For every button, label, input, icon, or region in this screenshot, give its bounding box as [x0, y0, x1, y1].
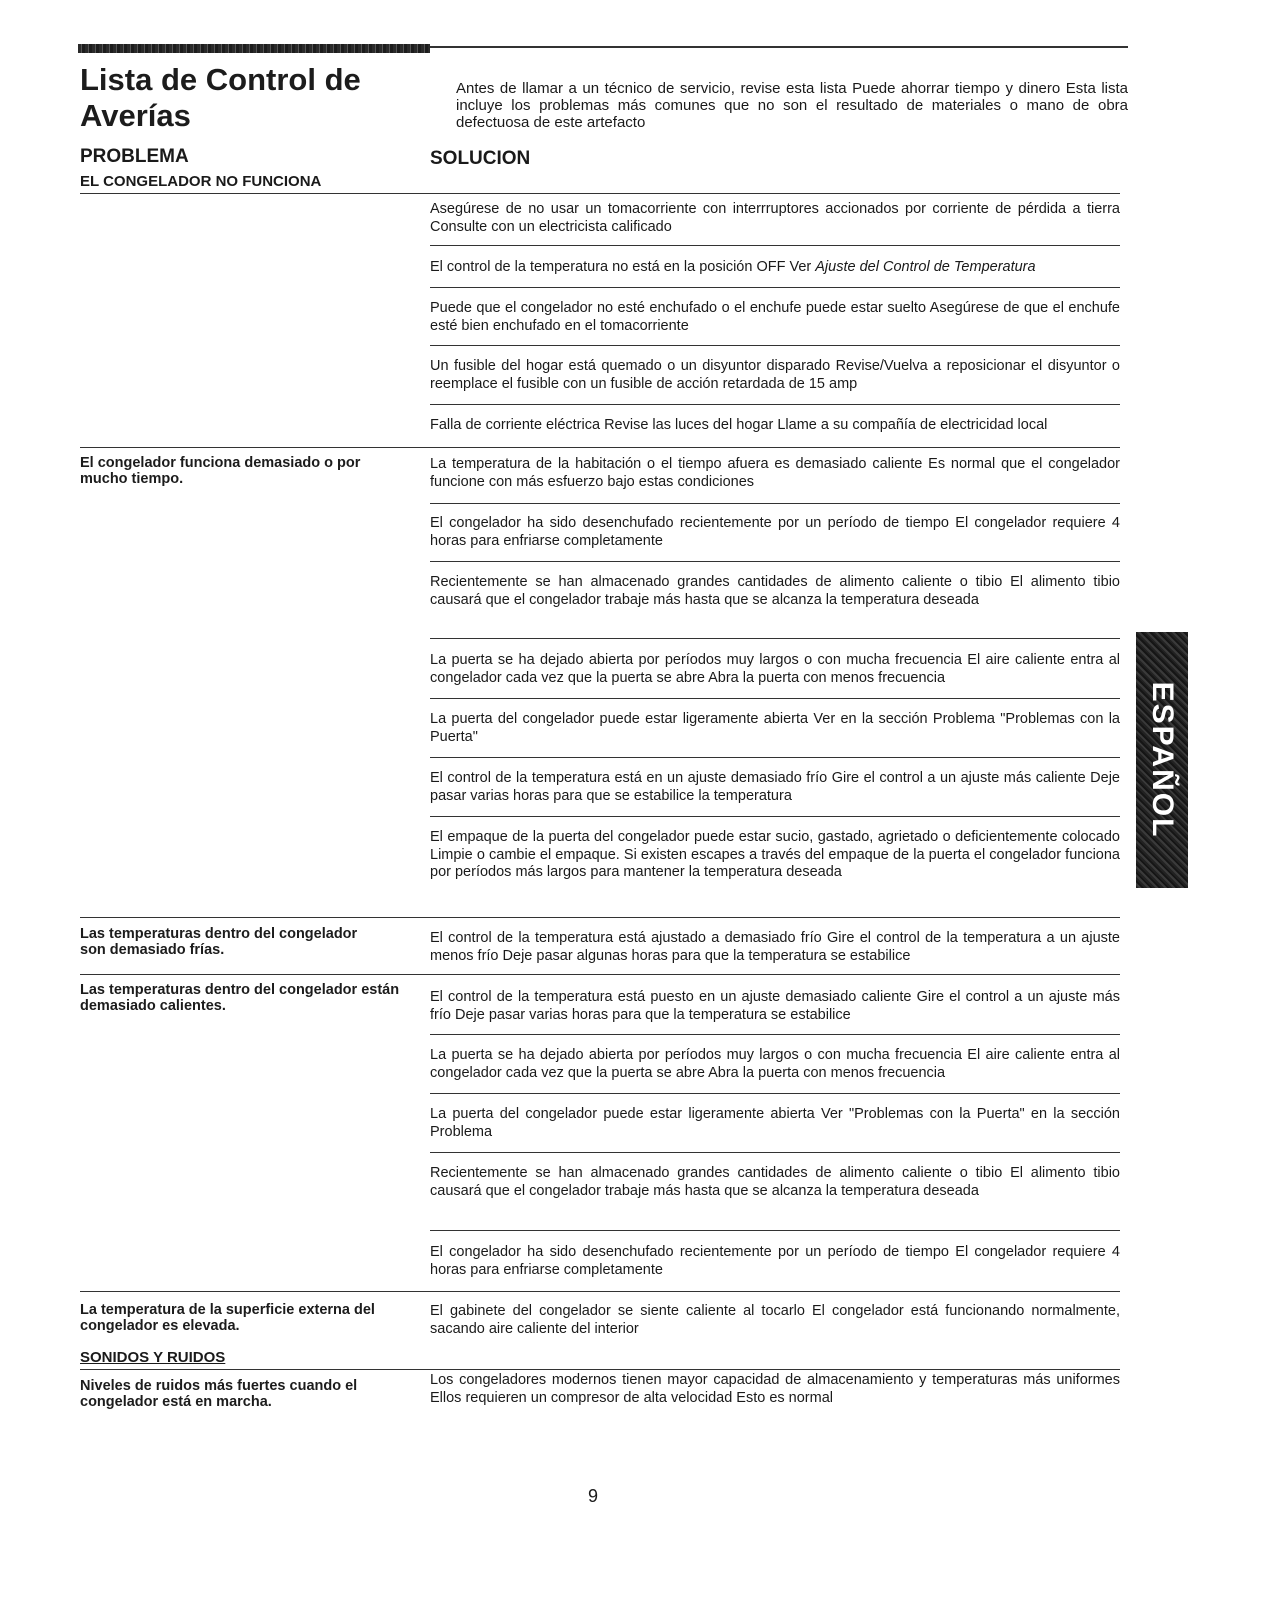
problem-column-heading: PROBLEMA — [80, 146, 189, 167]
side-tab-label: ESPAÑOL — [1146, 681, 1179, 839]
divider — [430, 1152, 1120, 1153]
solution-text: La temperatura de la habitación o el tiempo afuera es demasiado caliente Es normal que el congelador funcione con más esfuerzo bajo estas condiciones — [430, 456, 1120, 490]
solution-text: La puerta del congelador puede estar ligeramente abierta Ver en la sección Problema "Problemas con la Puerta" — [430, 711, 1120, 745]
problem-text: Las temperaturas dentro del congelador son demasiado frías. — [80, 926, 358, 958]
solution-text: La puerta se ha dejado abierta por períodos muy largos o con mucha frecuencia El aire caliente entra al congelador cada vez que la puerta se abre Abra la puerta con menos frecuencia — [430, 652, 1120, 686]
divider — [430, 698, 1120, 699]
header-bar — [78, 44, 430, 53]
section-label-sonidos: SONIDOS Y RUIDOS — [80, 1349, 226, 1366]
divider — [430, 561, 1120, 562]
divider — [430, 1034, 1120, 1035]
divider — [80, 917, 1120, 918]
divider — [80, 1291, 1120, 1292]
problem-text: El congelador funciona demasiado o por mucho tiempo. — [80, 455, 361, 487]
solution-text: El control de la temperatura no está en la posición OFF Ver Ajuste del Control de Temperatura — [430, 259, 1036, 275]
intro-text: Antes de llamar a un técnico de servicio, revise esta lista Puede ahorrar tiempo y dinero Esta lista incluye los problemas más comunes que no son el resultado de materiales o mano de obra defectuosa de este artefacto — [456, 80, 1128, 131]
divider — [430, 757, 1120, 758]
solution-text: Asegúrese de no usar un tomacorriente con interrruptores accionados por corriente de pérdida a tierra Consulte con un electricista calificado — [430, 201, 1120, 235]
divider — [80, 974, 1120, 975]
divider — [430, 287, 1120, 288]
divider — [80, 447, 1120, 448]
solution-text: El control de la temperatura está puesto en un ajuste demasiado caliente Gire el control a un ajuste más frío Deje pasar varias horas para que la temperatura se estabilice — [430, 989, 1120, 1023]
solution-text: El congelador ha sido desenchufado recientemente por un período de tiempo El congelador requiere 4 horas para enfriarse completamente — [430, 1244, 1120, 1278]
solution-text: El control de la temperatura está en un ajuste demasiado frío Gire el control a un ajuste más caliente Deje pasar varias horas para que se estabilice la temperatura — [430, 770, 1120, 804]
solution-text: Puede que el congelador no esté enchufado o el enchufe puede estar suelto Asegúrese de que el enchufe esté bien enchufado en el tomacorriente — [430, 300, 1120, 334]
divider — [430, 503, 1120, 504]
solution-text: El empaque de la puerta del congelador puede estar sucio, gastado, agrietado o deficientemente colocado Limpie o cambie el empaque. Si existen escapes a través del empaque de la puerta el congelador funciona por períodos más largos para mantener la temperatura deseada — [430, 829, 1120, 880]
page-number: 9 — [588, 1486, 599, 1506]
divider — [430, 404, 1120, 405]
divider — [80, 193, 1120, 194]
solution-text: Un fusible del hogar está quemado o un disyuntor disparado Revise/Vuelva a reposicionar el disyuntor o reemplace el fusible con un fusible de acción retardada de 15 amp — [430, 358, 1120, 392]
divider — [430, 245, 1120, 246]
divider — [80, 1369, 1120, 1370]
solution-text: El control de la temperatura está ajustado a demasiado frío Gire el control de la temperatura a un ajuste menos frío Deje pasar algunas horas para que la temperatura se estabilice — [430, 930, 1120, 964]
page-title: Lista de Control de Averías — [80, 62, 361, 133]
divider — [430, 1230, 1120, 1231]
solution-text: Recientemente se han almacenado grandes cantidades de alimento caliente o tibio El alimento tibio causará que el congelador trabaje más hasta que se alcanza la temperatura deseada — [430, 1165, 1120, 1199]
problem-text: La temperatura de la superficie externa del congelador es elevada. — [80, 1302, 375, 1334]
solution-text: El gabinete del congelador se siente caliente al tocarlo El congelador está funcionando normalmente, sacando aire caliente del interior — [430, 1303, 1120, 1337]
divider — [430, 345, 1120, 346]
language-side-tab — [1136, 632, 1188, 888]
solution-text: El congelador ha sido desenchufado recientemente por un período de tiempo El congelador requiere 4 horas para enfriarse completamente — [430, 515, 1120, 549]
problem-text: Las temperaturas dentro del congelador están demasiado calientes. — [80, 982, 400, 1014]
problem-text: Niveles de ruidos más fuertes cuando el congelador está en marcha. — [80, 1378, 358, 1410]
solution-text: Recientemente se han almacenado grandes cantidades de alimento caliente o tibio El alimento tibio causará que el congelador trabaje más hasta que se alcanza la temperatura deseada — [430, 574, 1120, 608]
header-rule — [430, 46, 1128, 48]
solution-text: La puerta se ha dejado abierta por períodos muy largos o con mucha frecuencia El aire caliente entra al congelador cada vez que la puerta se abre Abra la puerta con menos frecuencia — [430, 1047, 1120, 1081]
solution-text: Los congeladores modernos tienen mayor capacidad de almacenamiento y temperaturas más uniformes Ellos requieren un compresor de alta velocidad Esto es normal — [430, 1372, 1120, 1406]
divider — [430, 638, 1120, 639]
solution-text: Falla de corriente eléctrica Revise las luces del hogar Llame a su compañía de electricidad local — [430, 417, 1048, 433]
section-label-no-funciona: EL CONGELADOR NO FUNCIONA — [80, 173, 322, 190]
solution-column-heading: SOLUCION — [430, 148, 531, 169]
divider — [430, 1093, 1120, 1094]
divider — [430, 816, 1120, 817]
solution-text: La puerta del congelador puede estar ligeramente abierta Ver "Problemas con la Puerta" en la sección Problema — [430, 1106, 1120, 1140]
